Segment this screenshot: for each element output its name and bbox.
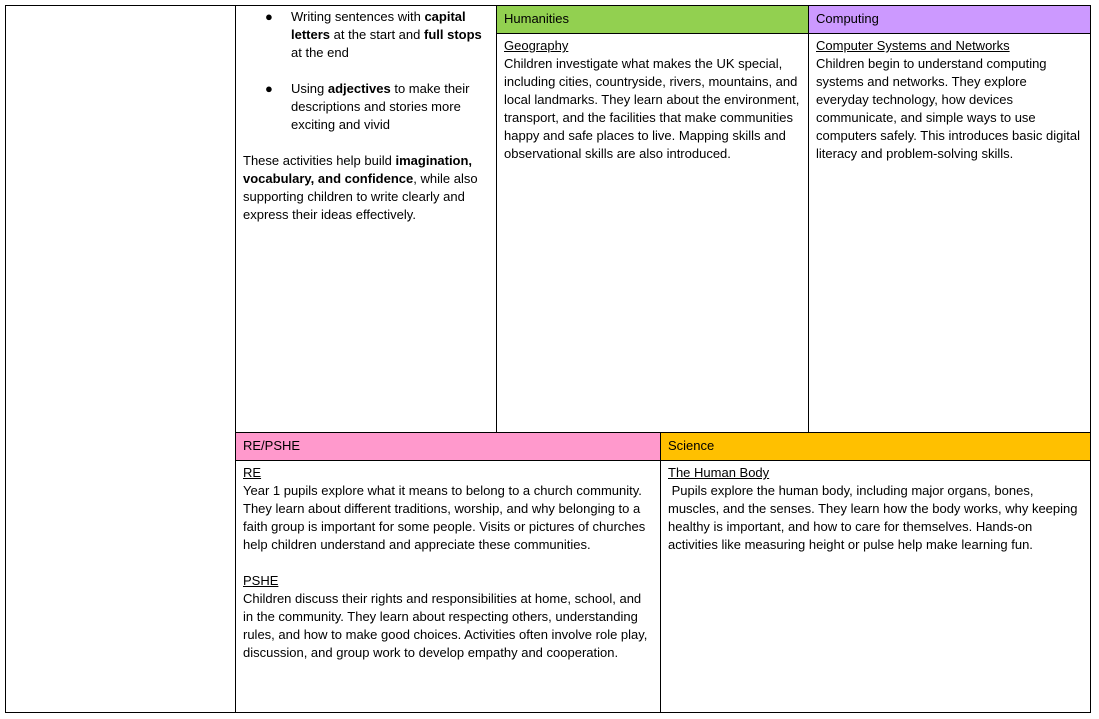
- science-header: [661, 433, 1090, 460]
- bullet-text-run: at the start and: [330, 27, 424, 42]
- humanities-cell: [497, 34, 808, 166]
- bullet-text-run: Writing sentences with: [291, 9, 425, 24]
- science-header-label: Science: [668, 438, 715, 453]
- bullet-item: [243, 8, 489, 62]
- english-cell: [236, 6, 496, 227]
- bullet-item: [243, 80, 489, 134]
- human-body-subheading: The Human Body: [668, 465, 770, 480]
- re-pshe-cell: [236, 461, 660, 665]
- bullet-dot-icon: ●: [265, 81, 273, 96]
- table-border-left: [5, 5, 6, 713]
- computing-header-label: Computing: [816, 11, 879, 26]
- human-body-body: Pupils explore the human body, including major organs, bones, muscles, and the senses. They learn how the body works, why keeping healthy is important, and how to care for themselves. Hands-on activities like measuring height or pulse help make learning fun.: [668, 483, 1082, 552]
- computing-subheading: Computer Systems and Networks: [816, 38, 1010, 53]
- re-subheading: RE: [243, 465, 262, 480]
- table-border-top: [5, 5, 1091, 6]
- pshe-body: Children discuss their rights and responsibilities at home, school, and in the community. They learn about respecting others, understanding rules, and how to make good choices. Activities often involve role play, discussion, and group work to develop empathy and cooperation.: [243, 591, 648, 660]
- geography-body: Children investigate what makes the UK special, including cities, countryside, rivers, mountains, and local landmarks. They learn about the environment, transport, and the facilities that make communities happy and safe places to live. Mapping skills and observational skills are also introduced.: [504, 56, 800, 161]
- english-summary: [243, 152, 489, 224]
- science-cell: [661, 461, 1090, 557]
- re-pshe-header: [236, 433, 661, 460]
- bullet-text-run: capital letters: [291, 9, 466, 42]
- pshe-subheading: PSHE: [243, 573, 279, 588]
- summary-text-run: These activities help build: [243, 153, 396, 168]
- table-border-right: [1090, 5, 1091, 713]
- bullet-dot-icon: ●: [265, 9, 273, 24]
- bullet-text-run: Using: [291, 81, 328, 96]
- re-pshe-header-label: RE/PSHE: [243, 438, 301, 453]
- bullet-text-run: at the end: [291, 45, 349, 60]
- geography-subheading: Geography: [504, 38, 569, 53]
- humanities-header-label: Humanities: [504, 11, 570, 26]
- row-divider: [235, 432, 1091, 433]
- bullet-text-run: to make their descriptions and stories more exciting and vivid: [291, 81, 470, 132]
- summary-text-run: , while also supporting children to write clearly and express their ideas effectively.: [243, 171, 478, 222]
- summary-text-run: imagination, vocabulary, and confidence: [243, 153, 473, 186]
- table-border-bottom: [5, 712, 1091, 713]
- bullet-text-run: adjectives: [327, 81, 391, 96]
- bullet-text-run: full stops: [423, 27, 482, 42]
- re-body: Year 1 pupils explore what it means to belong to a church community. They learn about different traditions, worship, and why belonging to a faith group is important for some people. Visits or pictures of churches help children understand and appreciate these communities.: [243, 483, 646, 552]
- english-bullet-list: [243, 8, 489, 134]
- computing-body: Children begin to understand computing systems and networks. They explore everyday technology, how devices communicate, and simple ways to use computers safely. This introduces basic digital literacy and problem-solving skills.: [816, 56, 1080, 161]
- computing-cell: [809, 34, 1090, 166]
- humanities-header: [497, 6, 809, 33]
- computing-header: [809, 6, 1090, 33]
- bullet-spacer: [243, 62, 489, 80]
